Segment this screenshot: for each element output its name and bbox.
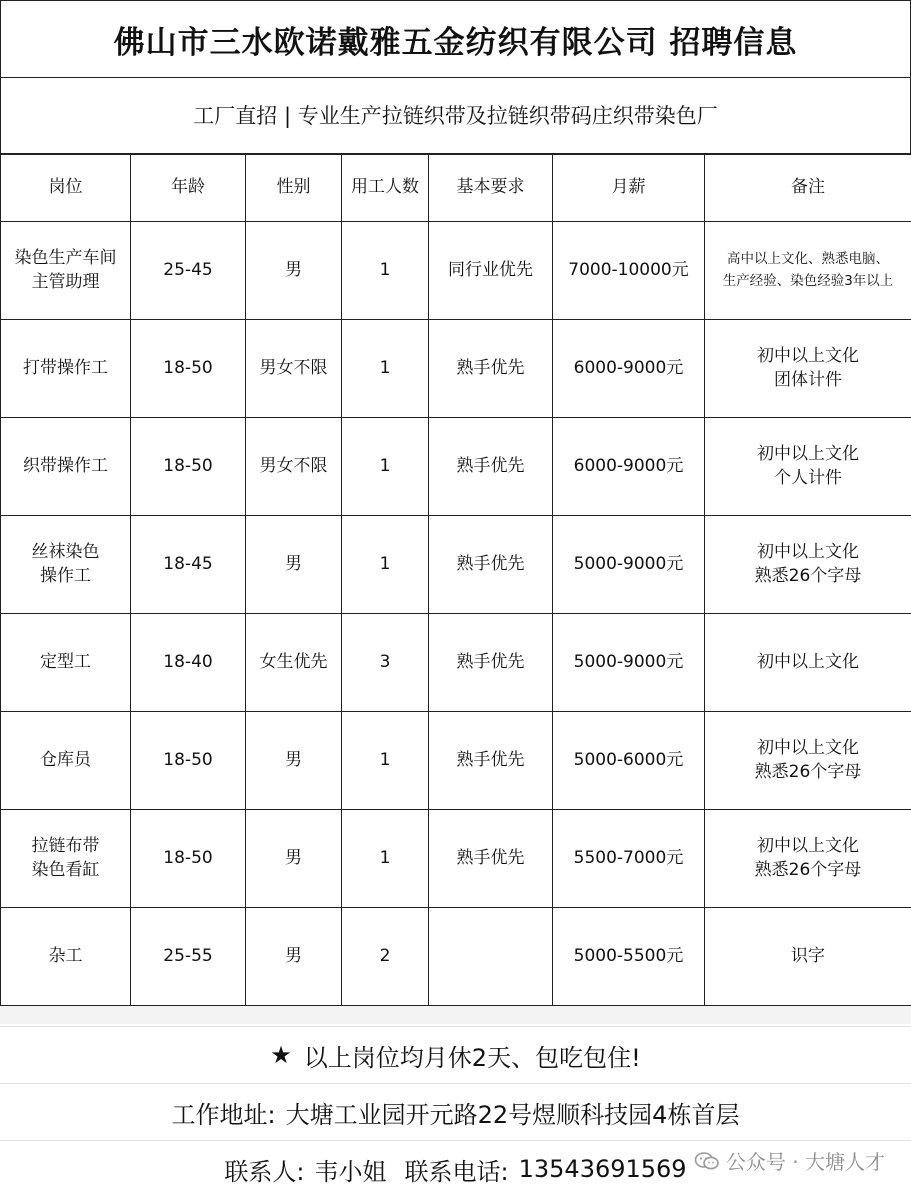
- cell-age: 18-50: [131, 418, 246, 516]
- cell-requirement: 熟手优先: [429, 516, 553, 614]
- header-position: 岗位: [1, 155, 131, 222]
- cell-requirement: 熟手优先: [429, 614, 553, 712]
- cell-count: 1: [342, 222, 429, 320]
- cell-gender: 男: [246, 712, 342, 810]
- cell-count: 1: [342, 320, 429, 418]
- benefits-line: [0, 1026, 911, 1083]
- address-text: 大塘工业园开元路22号煜顺科技园4栋首层: [286, 1095, 740, 1130]
- cell-age: 18-50: [131, 712, 246, 810]
- cell-gender: 男: [246, 516, 342, 614]
- cell-requirement: 熟手优先: [429, 810, 553, 908]
- cell-count: 3: [342, 614, 429, 712]
- table-row: [1, 810, 911, 908]
- wechat-icon: [694, 1151, 720, 1171]
- cell-salary: 5000-9000元: [553, 614, 705, 712]
- cell-note: 高中以上文化、熟悉电脑、 生产经验、染色经验3年以上: [705, 222, 911, 320]
- cell-salary: 5000-5500元: [553, 908, 705, 1006]
- cell-requirement: [429, 908, 553, 1006]
- cell-note: 初中以上文化: [705, 614, 911, 712]
- cell-gender: 男: [246, 810, 342, 908]
- cell-note: 初中以上文化 团体计件: [705, 320, 911, 418]
- cell-requirement: 同行业优先: [429, 222, 553, 320]
- table-row: [1, 908, 911, 1006]
- address-label: 工作地址:: [172, 1095, 276, 1130]
- cell-position: 丝袜染色 操作工: [1, 516, 131, 614]
- cell-age: 18-40: [131, 614, 246, 712]
- contact-label: 联系人:: [224, 1152, 304, 1187]
- header-salary: 月薪: [553, 155, 705, 222]
- header-requirement: 基本要求: [429, 155, 553, 222]
- cell-age: 25-45: [131, 222, 246, 320]
- cell-salary: 5500-7000元: [553, 810, 705, 908]
- star-icon: ★: [270, 1041, 292, 1069]
- cell-count: 2: [342, 908, 429, 1006]
- cell-gender: 男: [246, 908, 342, 1006]
- cell-gender: 男女不限: [246, 418, 342, 516]
- cell-note: 初中以上文化 熟悉26个字母: [705, 712, 911, 810]
- cell-note: 初中以上文化 熟悉26个字母: [705, 516, 911, 614]
- cell-age: 18-45: [131, 516, 246, 614]
- table-row: [1, 614, 911, 712]
- header-age: 年龄: [131, 155, 246, 222]
- table-row: [1, 320, 911, 418]
- table-row: [1, 516, 911, 614]
- cell-count: 1: [342, 516, 429, 614]
- cell-gender: 男女不限: [246, 320, 342, 418]
- cell-requirement: 熟手优先: [429, 712, 553, 810]
- contact-name: 韦小姐: [315, 1152, 387, 1187]
- table-row: [1, 712, 911, 810]
- cell-salary: 6000-9000元: [553, 418, 705, 516]
- cell-requirement: 熟手优先: [429, 418, 553, 516]
- table-header-row: [1, 155, 911, 222]
- cell-position: 织带操作工: [1, 418, 131, 516]
- watermark-text: 公众号 · 大塘人才: [726, 1146, 885, 1175]
- cell-salary: 7000-10000元: [553, 222, 705, 320]
- phone-label: 联系电话:: [405, 1152, 509, 1187]
- cell-position: 染色生产车间 主管助理: [1, 222, 131, 320]
- cell-age: 18-50: [131, 320, 246, 418]
- cell-gender: 男: [246, 222, 342, 320]
- header-note: 备注: [705, 155, 911, 222]
- address-line: [0, 1083, 911, 1140]
- cell-count: 1: [342, 712, 429, 810]
- table-row: [1, 222, 911, 320]
- watermark: [694, 1146, 885, 1175]
- cell-age: 25-55: [131, 908, 246, 1006]
- cell-salary: 5000-6000元: [553, 712, 705, 810]
- cell-note: 初中以上文化 熟悉26个字母: [705, 810, 911, 908]
- cell-salary: 5000-9000元: [553, 516, 705, 614]
- cell-requirement: 熟手优先: [429, 320, 553, 418]
- header-count: 用工人数: [342, 155, 429, 222]
- cell-position: 打带操作工: [1, 320, 131, 418]
- table-row: [1, 418, 911, 516]
- phone-number[interactable]: 13543691569: [519, 1155, 687, 1183]
- cell-salary: 6000-9000元: [553, 320, 705, 418]
- poster-subtitle: 工厂直招 | 专业生产拉链织带及拉链织带码庄织带染色厂: [0, 77, 911, 154]
- header-gender: 性别: [246, 155, 342, 222]
- cell-position: 杂工: [1, 908, 131, 1006]
- cell-position: 定型工: [1, 614, 131, 712]
- cell-note: 初中以上文化 个人计件: [705, 418, 911, 516]
- jobs-table: [0, 154, 911, 1006]
- cell-position: 拉链布带 染色看缸: [1, 810, 131, 908]
- cell-count: 1: [342, 418, 429, 516]
- cell-note: 识字: [705, 908, 911, 1006]
- cell-gender: 女生优先: [246, 614, 342, 712]
- benefits-text: 以上岗位均月休2天、包吃包住!: [304, 1038, 641, 1073]
- cell-count: 1: [342, 810, 429, 908]
- cell-position: 仓库员: [1, 712, 131, 810]
- poster-title: 佛山市三水欧诺戴雅五金纺织有限公司 招聘信息: [0, 0, 911, 78]
- section-divider: [0, 1006, 911, 1024]
- cell-age: 18-50: [131, 810, 246, 908]
